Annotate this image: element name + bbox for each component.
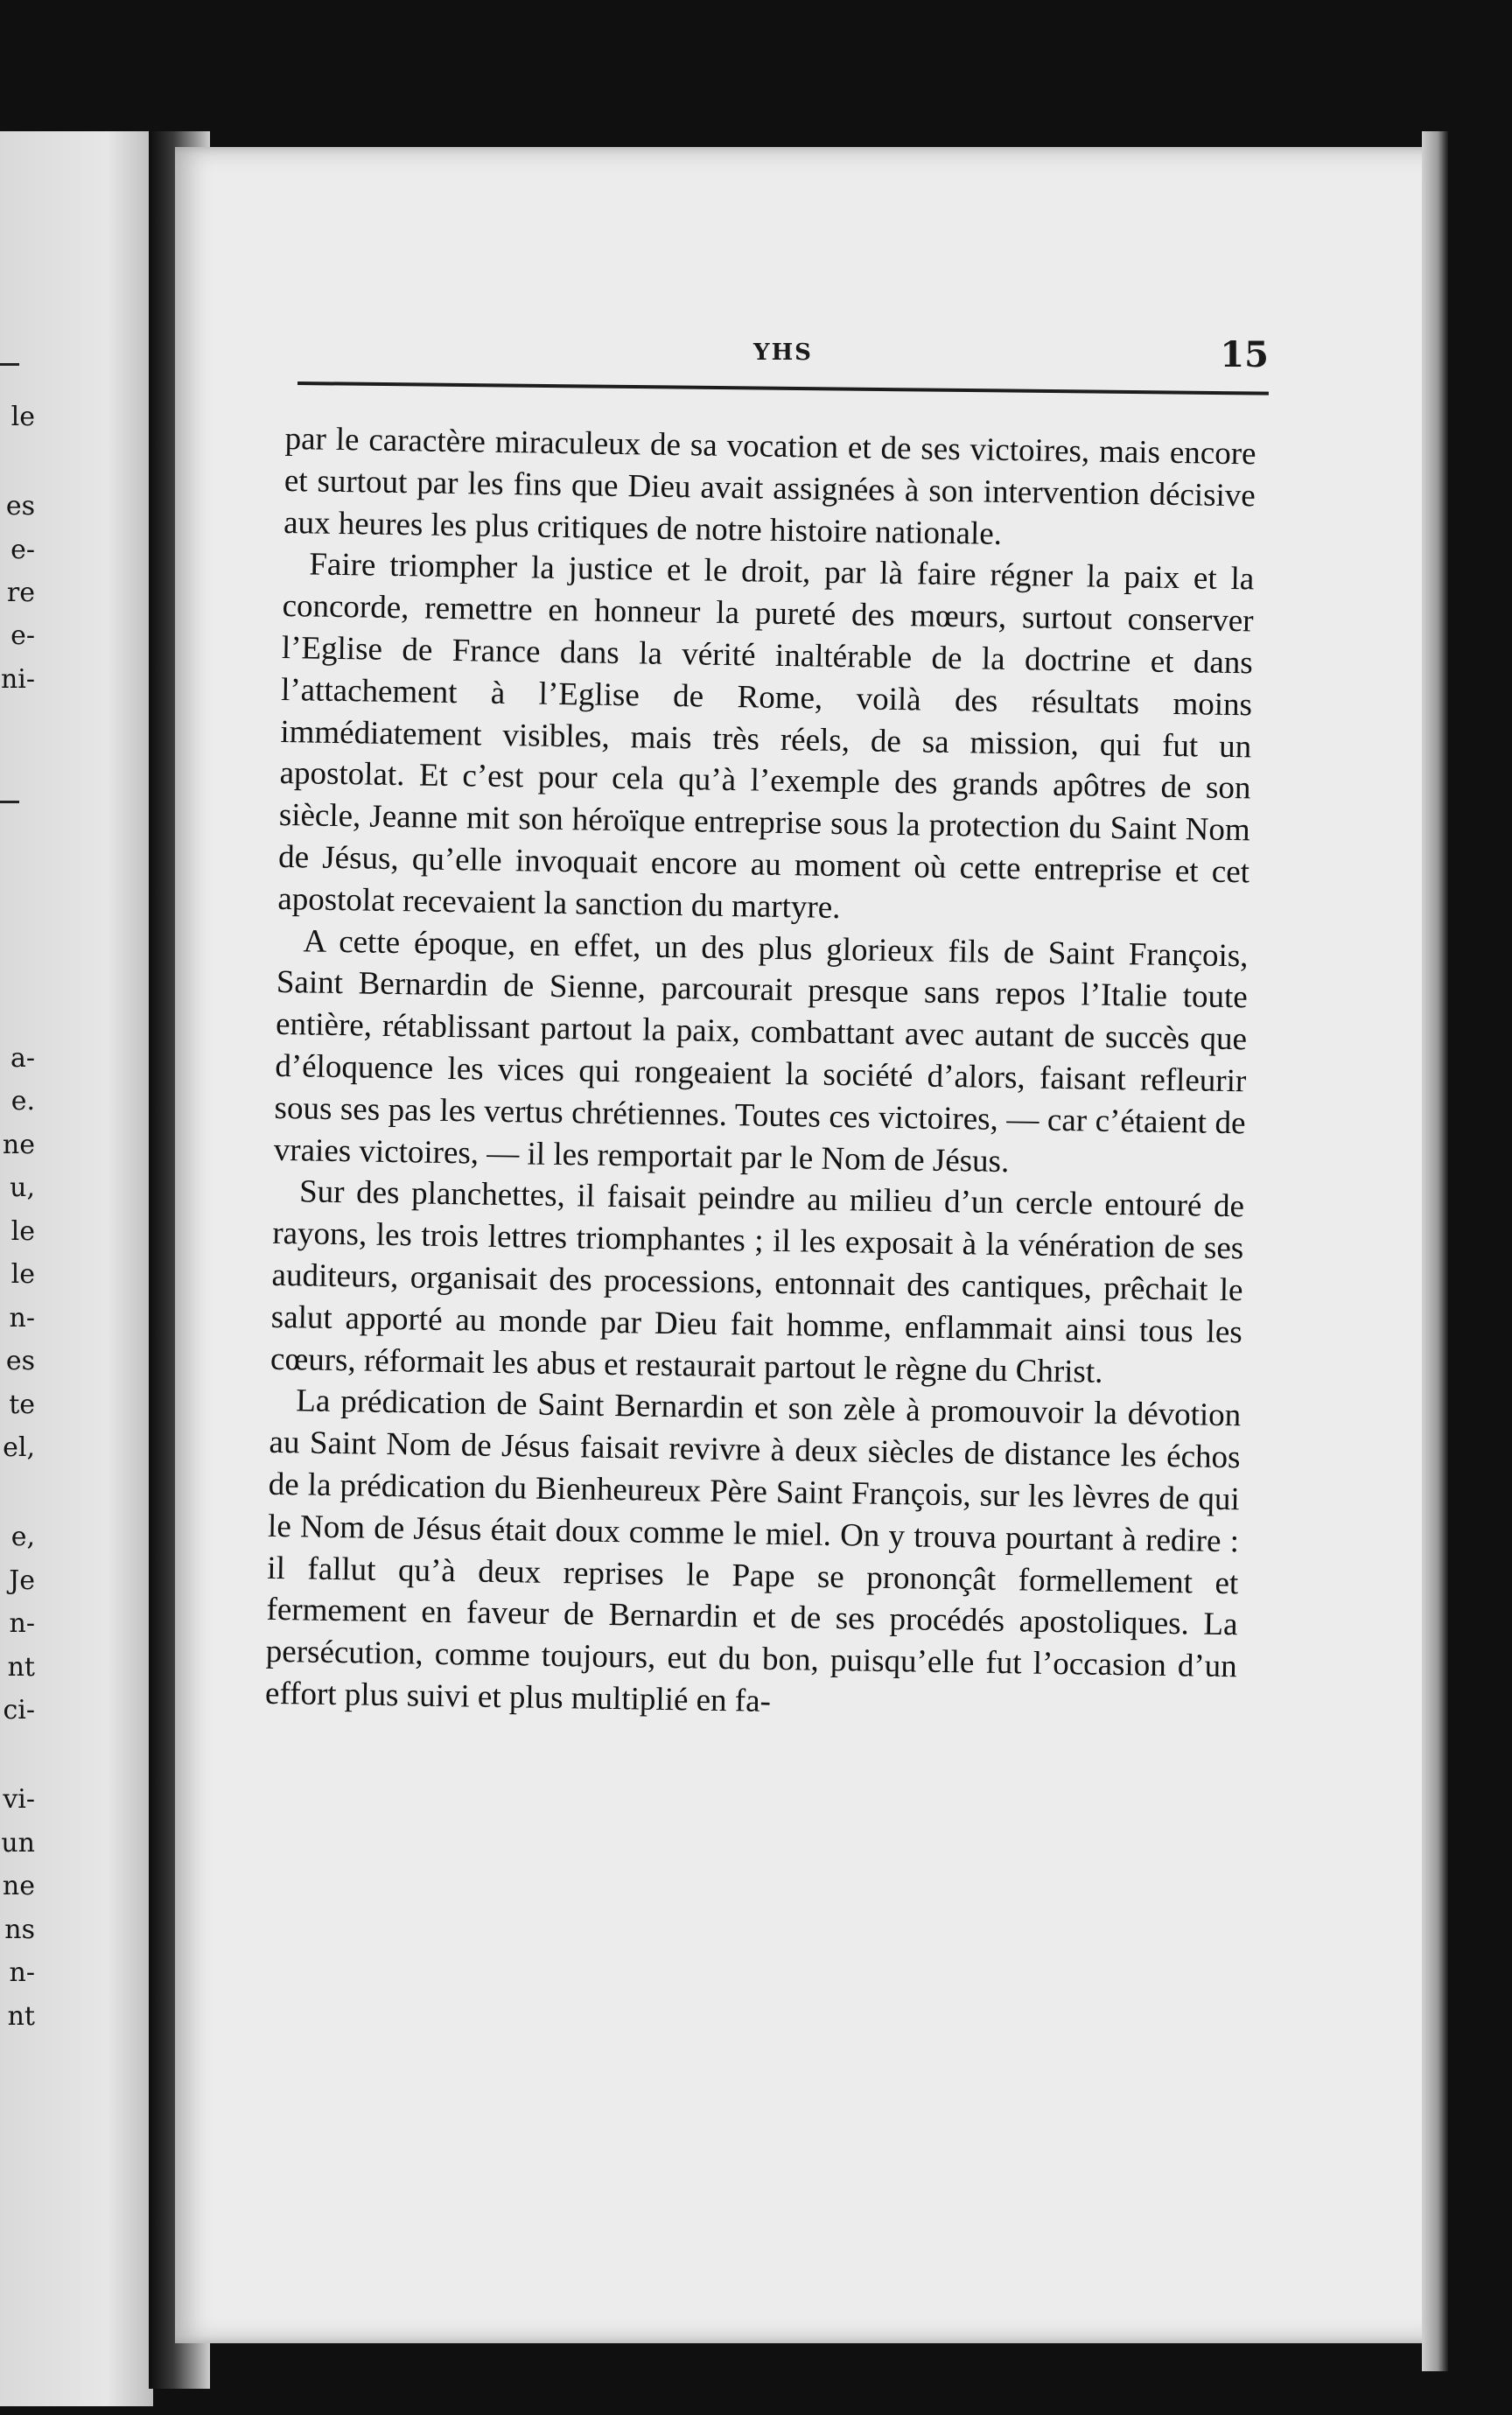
facing-line-fragment: e. bbox=[10, 1086, 35, 1116]
facing-line-fragment: le bbox=[10, 402, 35, 432]
page-edge-shadow bbox=[1422, 131, 1448, 2371]
page-number: 15 bbox=[1220, 334, 1269, 375]
facing-line-fragment: vi- bbox=[3, 1784, 35, 1815]
facing-page-rule bbox=[0, 801, 19, 803]
facing-line-fragment: Je bbox=[9, 1565, 35, 1596]
facing-page-fragment bbox=[0, 131, 153, 2406]
facing-line-fragment: ne bbox=[2, 1871, 35, 1901]
facing-line-fragment: e- bbox=[10, 620, 35, 651]
facing-line-fragment: ne bbox=[2, 1130, 35, 1160]
facing-line-fragment: e- bbox=[10, 535, 35, 565]
facing-page-rule bbox=[0, 363, 19, 366]
facing-line-fragment: n- bbox=[9, 1957, 35, 1988]
facing-line-fragment: u, bbox=[10, 1172, 35, 1203]
paragraph: A cette époque, en effet, un des plus glorieux fils de Saint François, Saint Bernardin de Sienne, parcourait presque sans repos l’Italie toute entière, rétablissant partout la paix, combattant avec autant de succès que d’éloquence les vices qui rongeaient la société d’alors, faisant refleurir sous ses pas les vertus chrétiennes. Toutes ces victoires, — car c’étaient de vraies victoires, — il les remportait par le Nom de Jésus. bbox=[273, 922, 1249, 1180]
facing-line-fragment: n- bbox=[9, 1608, 35, 1639]
facing-line-fragment: nt bbox=[7, 1652, 35, 1683]
facing-line-fragment: ci- bbox=[3, 1695, 35, 1726]
running-title: YHS bbox=[753, 340, 813, 366]
paragraph: La prédication de Saint Bernardin et son zèle à promouvoir la dévotion au Saint Nom de Jésus faisait revivre à deux siècles de distance les échos de la prédication du Bienheureux Père Saint François, sur les lèvres de qui le Nom de Jésus était doux comme le miel. On y trouva pourtant à redire : il fallut qu’à deux reprises le Pape se prononçât formellement et fermement en faveur de Bernardin et de ses procédés apostoliques. La persécution, comme toujours, eut du bon, puisqu’elle fut l’occasion d’un effort plus suivi et plus multiplié en fa- bbox=[264, 1382, 1242, 1719]
facing-line-fragment: le bbox=[10, 1216, 35, 1247]
facing-line-fragment: es bbox=[5, 1346, 35, 1376]
running-head bbox=[298, 334, 1269, 378]
facing-line-fragment: es bbox=[5, 491, 35, 522]
body-text bbox=[265, 418, 1256, 1730]
facing-line-fragment: n- bbox=[9, 1303, 35, 1334]
facing-line-fragment: ni- bbox=[0, 664, 35, 695]
facing-line-fragment: e, bbox=[10, 1522, 35, 1552]
paragraph: par le caractère miraculeux de sa vocation et de ses victoires, mais encore et surtout par les fins que Dieu avait assignées à son intervention décisive aux heures les plus critiques de notre histoire nationale. bbox=[283, 420, 1256, 552]
paragraph: Sur des planchettes, il faisait peindre au milieu d’un cercle entouré de rayons, les trois lettres triomphantes ; il les exposait à la vénération de ses auditeurs, organisait des processions, entonnait des cantiques, prêchait le salut apporté au monde par Dieu fait homme, enflammait ainsi tous les cœurs, réformait les abus et restaurait partout le règne du Christ. bbox=[270, 1173, 1245, 1390]
facing-line-fragment: te bbox=[9, 1390, 35, 1420]
facing-line-fragment: nt bbox=[7, 2001, 35, 2032]
facing-line-fragment: un bbox=[1, 1828, 35, 1858]
facing-line-fragment: el, bbox=[3, 1432, 35, 1463]
facing-line-fragment: le bbox=[10, 1259, 35, 1290]
facing-line-fragment: ns bbox=[4, 1914, 35, 1945]
facing-line-fragment: re bbox=[6, 578, 35, 608]
facing-line-fragment: a- bbox=[10, 1043, 35, 1074]
paragraph: Faire triompher la justice et le droit, par là faire régner la paix et la concorde, remettre en honneur la pureté des mœurs, surtout conserver l’Eglise de France dans la vérité inaltérable de la doctrine et dans l’attachement à l’Eglise de Rome, voilà des résultats moins immédiatement visibles, mais très réels, de sa mission, qui fut un apostolat. Et c’est pour cela qu’à l’exemple des grands apôtres de son siècle, Jeanne mit son héroïque entreprise sous la protection du Saint Nom de Jésus, qu’elle invoquait encore au moment où cette entreprise et cet apostolat recevaient la sanction du martyre. bbox=[277, 546, 1255, 926]
